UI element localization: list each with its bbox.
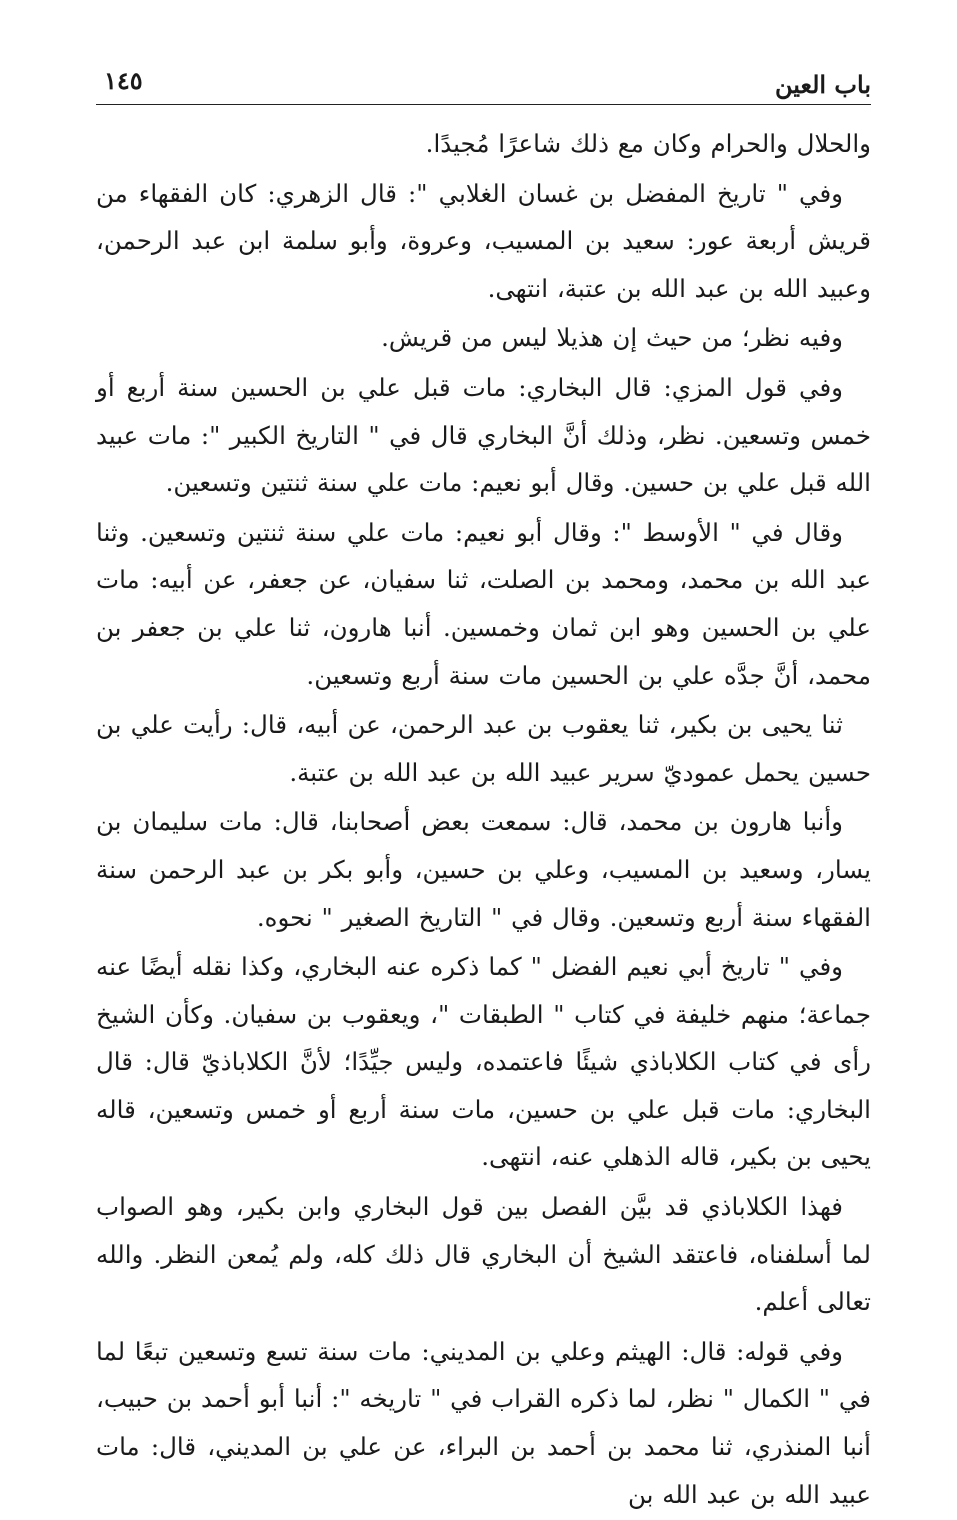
- paragraph: ثنا يحيى بن بكير، ثنا يعقوب بن عبد الرحمن، عن أبيه، قال: رأيت علي بن حسين يحمل عموديّ سرير عبيد الله بن عبد الله بن عتبة.: [96, 710, 871, 787]
- paragraph: وفي قول المزي: قال البخاري: مات قبل علي بن الحسين سنة أربع أو خمس وتسعين. نظر، وذلك أنَّ البخاري قال في " التاريخ الكبير ": مات عبيد الله قبل علي بن حسين. وقال أبو نعيم: مات علي سنة ثنتين وتسعين.: [96, 372, 871, 498]
- paragraph: فهذا الكلاباذي قد بيَّن الفصل بين قول البخاري وابن بكير، وهو الصواب لما أسلفناه، فاعتقد الشيخ أن البخاري قال ذلك كله، ولم يُمعن النظر. والله تعالى أعلم.: [96, 1192, 871, 1317]
- paragraph: وقال في " الأوسط ": وقال أبو نعيم: مات علي سنة ثنتين وتسعين. وثنا عبد الله بن محمد، ومحمد بن الصلت، ثنا سفيان، عن جعفر، عن أبيه: مات علي بن الحسين وهو ابن ثمان وخمسين. أنبا هارون، ثنا علي بن جعفر بن محمد، أنَّ جدَّه علي بن الحسين مات سنة أربع وتسعين.: [96, 517, 871, 690]
- book-page: [96, 0, 871, 1509]
- paragraph: وأنبا هارون بن محمد، قال: سمعت بعض أصحابنا، قال: مات سليمان بن يسار، وسعيد بن المسيب، وعلي بن حسين، وأبو بكر بن عبد الرحمن سنة الفقهاء سنة أربع وتسعين. وقال في " التاريخ الصغير " نحوه.: [96, 807, 871, 932]
- paragraph: وفي " تاريخ أبي نعيم الفضل " كما ذكره عنه البخاري، وكذا نقله أيضًا عنه جماعة؛ منهم خليفة في كتاب " الطبقات "، ويعقوب بن سفيان. وكأن الشيخ رأى في كتاب الكلاباذي شيئًا فاعتمده، وليس جيِّدًا؛ لأنَّ الكلاباذيّ قال: قال البخاري: مات قبل علي بن حسين، مات سنة أربع أو خمس وتسعين، قاله يحيى بن بكير، قاله الذهلي عنه، انتهى.: [96, 952, 871, 1172]
- page-header: [96, 60, 871, 105]
- body-text: [96, 120, 871, 1520]
- paragraph: والحلال والحرام وكان مع ذلك شاعرًا مُجيدًا.: [425, 129, 871, 158]
- paragraph: وفيه نظر؛ من حيث إن هذيلا ليس من قريش.: [381, 323, 843, 353]
- running-title: باب العين: [774, 70, 871, 99]
- paragraph: وفي " تاريخ المفضل بن غسان الغلابي ": قال الزهري: كان الفقهاء من قريش أربعة عور: سعيد بن المسيب، وعروة، وأبو سلمة ابن عبد الرحمن، وعبيد الله بن عبد الله بن عتبة، انتهى.: [96, 178, 871, 303]
- page-number: ١٤٥: [104, 66, 143, 95]
- paragraph: وفي قوله: قال: الهيثم وعلي بن المديني: مات سنة تسع وتسعين تبعًا لما في " الكمال " نظر، لما ذكره القراب في " تاريخه ": أنبا أبو أحمد بن حبيب، أنبا المنذري، ثنا محمد بن أحمد بن البراء، عن علي بن المديني، قال: مات عبيد الله بن عبد الله بن: [96, 1336, 871, 1509]
